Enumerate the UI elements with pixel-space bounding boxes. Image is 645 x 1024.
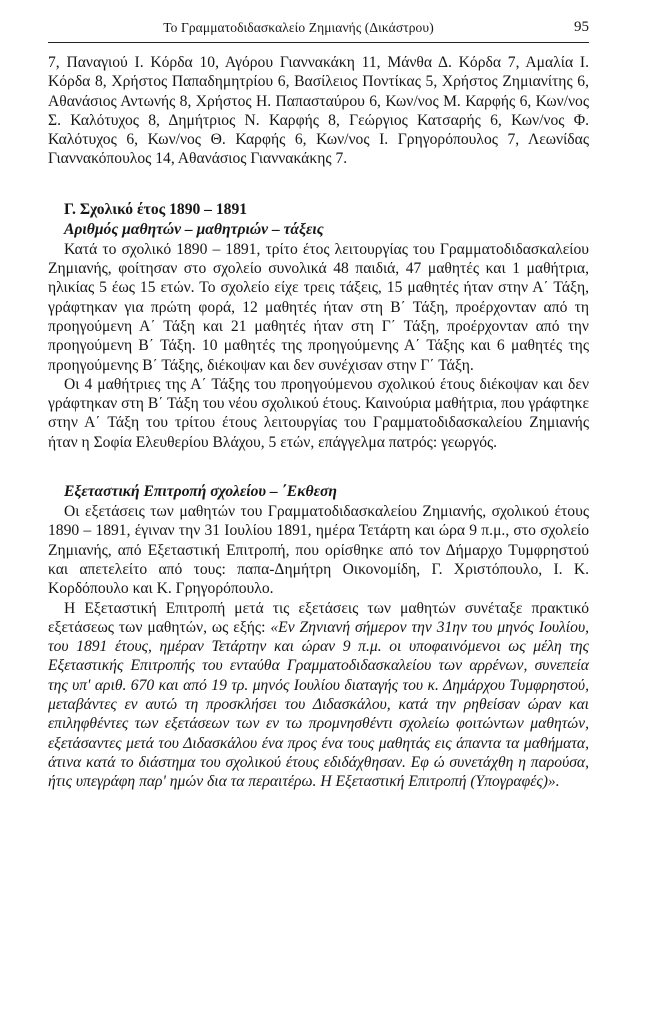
paragraph-enrollment: Κατά το σχολικό 1890 – 1891, τρίτο έτος λειτουργίας του Γραμματοδιδασκαλείου Ζημιανής, φοίτησαν στο σχολείο συνολικά 48 παιδιά, 47 μαθητές και 1 μαθήτρια, ηλικίας 5 έως 15 ετών. Το σχολείο είχε τρεις τάξεις, 15 μαθητές ήταν στην Α΄ Τάξη, γράφτηκαν για πρώτη φορά, 12 μαθητές ήταν στη Β΄ Τάξη, προέρχονταν από τη προηγούμενη Α΄ Τάξη και 21 μαθητές ήταν στη Γ΄ Τάξη, προέρχονταν από την προηγούμενη Β΄ Τάξη. 10 μαθητές της προηγούμενης Α΄ Τάξης και 6 μαθητές της προηγούμενης Β΄ Τάξης, διέκοψαν και δεν συνέχισαν στην Γ΄ Τάξη.: [48, 240, 589, 374]
intro-paragraph: 7, Παναγιού Ι. Κόρδα 10, Αγόρου Γιαννακάκη 11, Μάνθα Δ. Κόρδα 7, Αμαλία Ι. Κόρδα 8, Χρήστος Παπαδημητρίου 6, Βασίλειος Ποντίκας 5, Χρήστος Ζημιανίτης 6, Αθανάσιος Αντωνής 8, Χρήστος Η. Παπασταύρου 6, Κων/νος Μ. Καρφής 6, Κων/νος Σ. Καλότυχος 8, Δημήτριος Ν. Καρφής 8, Γεώργιος Κατσαρής 6, Κων/νος Φ. Καλότυχος 6, Κων/νος Θ. Καρφής 6, Κων/νος Ι. Γρηγορόπουλος 7, Λεωνίδας Γιαννακόπουλος 14, Αθανάσιος Γιαννακάκης 7.: [48, 54, 589, 168]
paragraph-female-students: Οι 4 μαθήτριες της Α΄ Τάξης του προηγούμενου σχολικού έτους διέκοψαν και δεν γράφτηκαν στη Β΄ Τάξη του νέου σχολικού έτους. Καινούρια μαθήτρια, που γράφτηκε στην Α΄ Τάξη του τρίτου έτους λειτουργίας του Γραμματοδιδασκαλείου Ζημιανής ήταν η Σοφία Ελευθερίου Βλάχου, 5 ετών, επάγγελμα πατρός: γεωργός.: [48, 375, 589, 451]
subheading-exam-committee: Εξεταστική Επιτροπή σχολείου – ΄Εκθεση: [64, 483, 337, 501]
paragraph-exam-report: [48, 599, 589, 792]
exam-report-quote: «Εν Ζηνιανή σήμερον την 31ην του μηνός Ιουλίου, του 1891 έτους, ημέραν Τετάρτην και ώραν 9 π.μ. οι υποφαινόμενοι ως μέλη της Εξεταστικής Επιτροπής του ενταύθα Γραμματοδιδασκαλείου των αρρένων, συνεπεία της υπ' αριθ. 670 και από 19 τρ. μηνός Ιουλίου διαταγής του κ. Δημάρχου Τυμφρηστού, μεταβάντες εν αυτώ τη προσκλήσει του Διδασκάλου, κατά την ρηθείσαν ώραν και επιληφθέντες των εξετάσεων των εν τω προμνησθέντι σχολείω φοιτώντων μαθητών, εξετάσαντες μετά του Διδασκάλου ένα προς ένα τους μαθητάς εις άπαντα τα μαθήματα, άτινα κατά το διάστημα του σχολικού έτους εδιδάχθησαν. Εφ ώ συνετάχθη η παρούσα, ήτις υπεγράφη παρ' ημών δια τα περαιτέρω. Η Εξεταστική Επιτροπή (Υπογραφές)».: [48, 618, 589, 791]
section-heading-school-year: Γ. Σχολικό έτος 1890 – 1891: [64, 200, 248, 218]
exam-report-intro: Η Εξεταστική Επιτροπή μετά τις εξετάσεις των μαθητών συνέταξε πρακτικό εξετάσεως των μαθητών, ως εξής:: [48, 599, 589, 636]
subheading-students-classes: Αριθμός μαθητών – μαθητριών – τάξεις: [64, 220, 324, 238]
page-number: 95: [574, 19, 589, 35]
paragraph-exams: Οι εξετάσεις των μαθητών του Γραμματοδιδασκαλείου Ζημιανής, σχολικού έτους 1890 – 1891, έγιναν την 31 Ιουλίου 1891, ημέρα Τετάρτη και ώρα 9 π.μ., στο σχολείο Ζημιανής, από Εξεταστική Επιτροπή, που ορίσθηκε από τον Δήμαρχο Τυμφρηστού και απετελείτο από τους: παπα-Δημήτρη Οικονομίδη, Γ. Χριστόπουλο, Ι. Κ. Κορδόπουλο και Κ. Γρηγορόπουλο.: [48, 503, 589, 598]
running-title: Το Γραμματοδιδασκαλείο Ζημιανής (Δικάστρου): [163, 20, 434, 35]
running-header: [48, 16, 589, 43]
page-body: [48, 53, 589, 792]
